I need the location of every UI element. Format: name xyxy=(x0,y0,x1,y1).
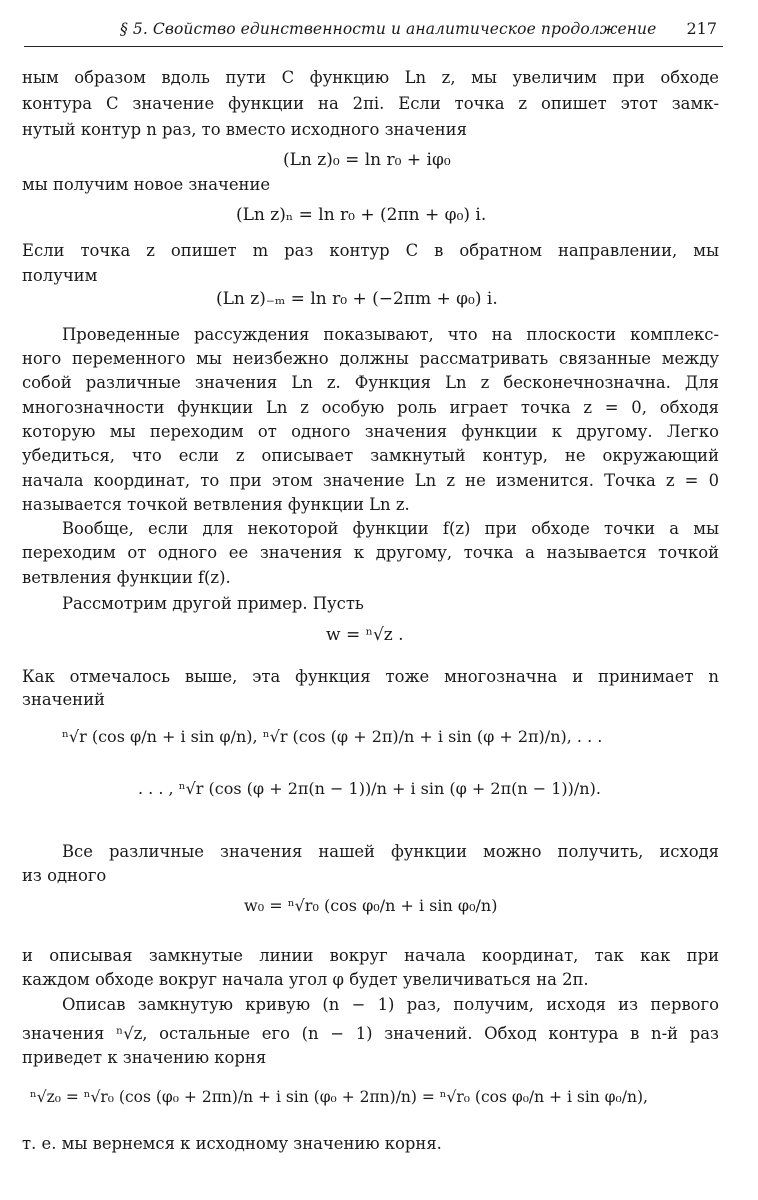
text-line: значений xyxy=(22,690,105,709)
equation-root-return: ⁿ√z₀ = ⁿ√r₀ (cos (φ₀ + 2πn)/n + i sin (φ₀ + 2πn)/n) = ⁿ√r₀ (cos φ₀/n + i sin φ₀/n), xyxy=(30,1088,648,1106)
equation-ln-n: (Ln z)ₙ = ln r₀ + (2πn + φ₀) i. xyxy=(236,205,487,225)
page-number: 217 xyxy=(686,19,717,38)
text-line: Как отмечалось выше, эта функция тоже многозначна и принимает n xyxy=(22,667,719,686)
equation-ln-0: (Ln z)₀ = ln r₀ + iφ₀ xyxy=(283,150,451,170)
text-line: приведет к значению корня xyxy=(22,1048,267,1067)
text-line: Вообще, если для некоторой функции f(z) при обходе точки a мы xyxy=(62,519,719,538)
text-line: собой различные значения Ln z. Функция Ln z бесконечнозначна. Для xyxy=(22,373,719,392)
text-line: Проведенные рассуждения показывают, что на плоскости комплекс- xyxy=(62,325,719,344)
text-line: и описывая замкнутые линии вокруг начала координат, так как при xyxy=(22,946,719,965)
text-line: Если точка z опишет m раз контур C в обратном направлении, мы xyxy=(22,241,719,260)
text-line: многозначности функции Ln z особую роль играет точка z = 0, обходя xyxy=(22,398,719,417)
text-line: ветвления функции f(z). xyxy=(22,568,231,587)
text-line: называется точкой ветвления функции Ln z. xyxy=(22,495,410,514)
text-line: которую мы переходим от одного значения функции к другому. Легко xyxy=(22,422,719,441)
text-line: значения ⁿ√z, остальные его (n − 1) значений. Обход контура в n-й раз xyxy=(22,1024,719,1043)
page-header xyxy=(24,16,723,47)
text-line: Описав замкнутую кривую (n − 1) раз, получим, исходя из первого xyxy=(62,995,719,1014)
text-line: нутый контур n раз, то вместо исходного значения xyxy=(22,120,467,139)
equation-w0: w₀ = ⁿ√r₀ (cos φ₀/n + i sin φ₀/n) xyxy=(244,896,498,915)
text-line: ным образом вдоль пути C функцию Ln z, мы увеличим при обходе xyxy=(22,68,719,87)
text-line: получим xyxy=(22,266,98,285)
text-line: мы получим новое значение xyxy=(22,175,271,194)
text-line: т. е. мы вернемся к исходному значению корня. xyxy=(22,1134,442,1153)
text-line: начала координат, то при этом значение Ln z не изменится. Точка z = 0 xyxy=(22,471,719,490)
text-line: ного переменного мы неизбежно должны рассматривать связанные между xyxy=(22,349,719,368)
text-line: Все различные значения нашей функции можно получить, исходя xyxy=(62,842,719,861)
equation-ln-minus-m: (Ln z)₋ₘ = ln r₀ + (−2πm + φ₀) i. xyxy=(216,289,498,309)
equation-roots-first: ⁿ√r (cos φ/n + i sin φ/n), ⁿ√r (cos (φ + 2π)/n + i sin (φ + 2π)/n), . . . xyxy=(62,727,603,746)
running-title: § 5. Свойство единственности и аналитическое продолжение xyxy=(120,20,657,38)
equation-roots-last: . . . , ⁿ√r (cos (φ + 2π(n − 1))/n + i sin (φ + 2π(n − 1))/n). xyxy=(138,779,601,798)
text-line: убедиться, что если z описывает замкнутый контур, не окружающий xyxy=(22,446,719,465)
text-line: из одного xyxy=(22,866,107,885)
text-line: переходим от одного ее значения к другому, точка a называется точкой xyxy=(22,543,719,562)
text-line: каждом обходе вокруг начала угол φ будет увеличиваться на 2π. xyxy=(22,970,589,989)
text-line: контура C значение функции на 2πi. Если точка z опишет этот замк- xyxy=(22,94,719,113)
equation-w-root: w = ⁿ√z . xyxy=(326,625,404,645)
text-line: Рассмотрим другой пример. Пусть xyxy=(62,594,364,613)
